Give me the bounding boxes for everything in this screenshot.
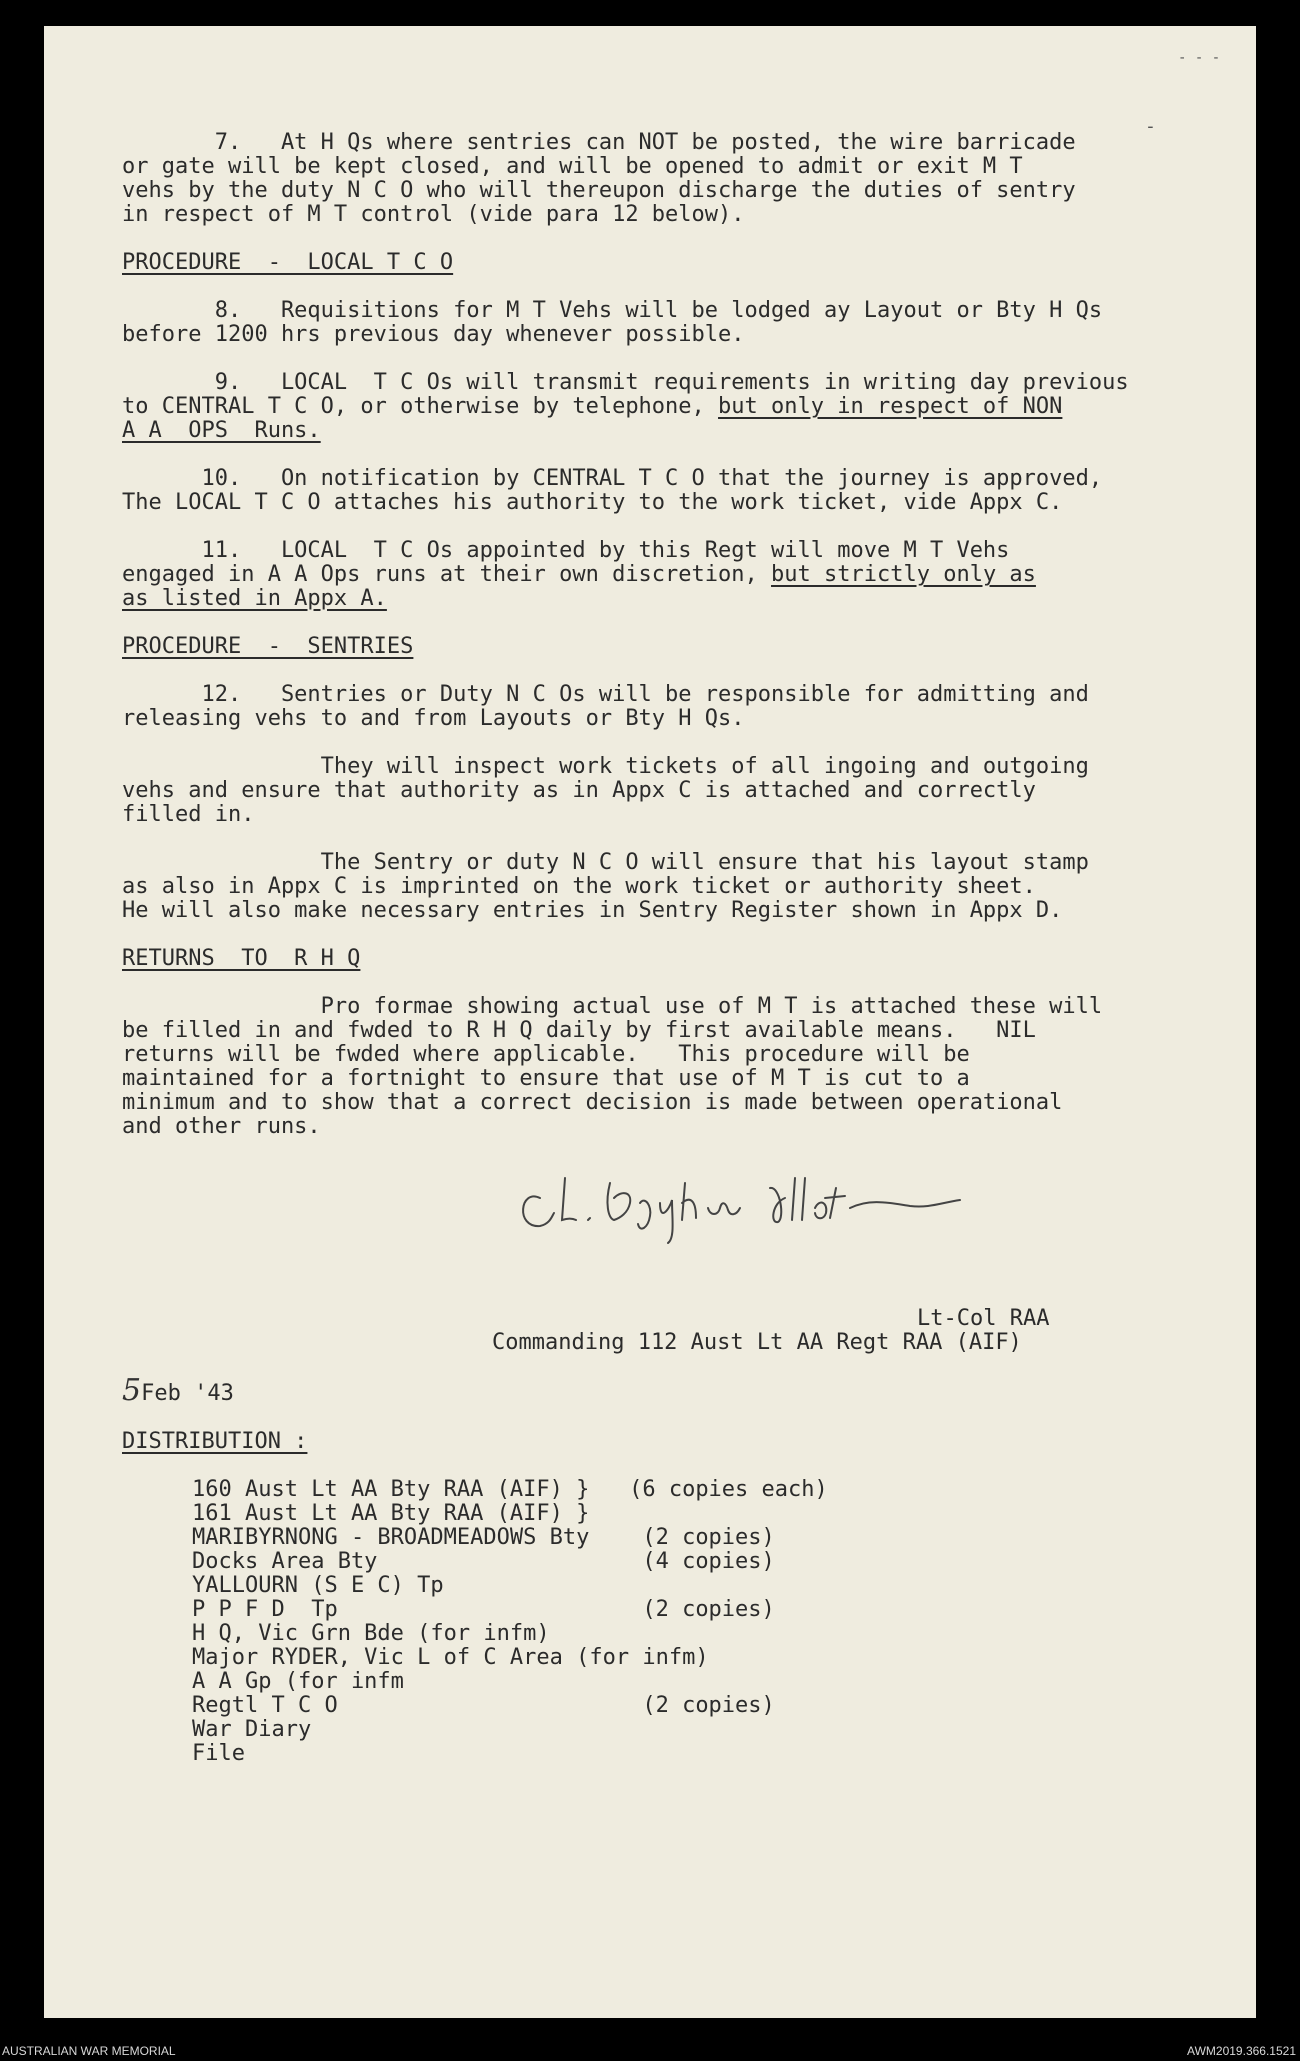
text-line: in respect of M T control (vide para 12 below). [122,202,745,227]
distribution-list [122,1478,1222,1766]
text-line: maintained for a fortnight to ensure that use of M T is cut to a [122,1066,970,1091]
margin-mark: - - - [1178,50,1221,66]
heading-procedure-local-tco: PROCEDURE - LOCAL T C O [122,250,454,275]
distribution-entry: MARIBYRNONG - BROADMEADOWS Bty (2 copies) [192,1525,775,1550]
date-month-year: Feb '43 [141,1381,234,1406]
document-date [122,1373,1222,1408]
text-line: filled in. [122,802,255,827]
text-line: before 1200 hrs previous day whenever possible. [122,322,745,347]
distribution-entry: P P F D Tp (2 copies) [192,1597,775,1622]
text-line: and other runs. [122,1114,321,1139]
text-line: returns will be fwded where applicable. This procedure will be [122,1042,970,1067]
distribution-entry: YALLOURN (S E C) Tp [192,1573,444,1598]
text-line: The Sentry or duty N C O will ensure that his layout stamp [122,850,1089,875]
archive-footer [0,2018,1300,2061]
text-line: as also in Appx C is imprinted on the work ticket or authority sheet. [122,874,1036,899]
distribution-entry: H Q, Vic Grn Bde (for infm) [192,1621,550,1646]
text-line: He will also make necessary entries in Sentry Register shown in Appx D. [122,898,1063,923]
distribution-entry: 160 Aust Lt AA Bty RAA (AIF) } (6 copies each) [192,1477,828,1502]
text-line: Pro formae showing actual use of M T is attached these will [122,994,1103,1019]
paragraph-8 [122,299,1222,347]
distribution-heading: DISTRIBUTION : [122,1429,308,1454]
paragraph-returns [122,995,1222,1139]
margin-mark: - [1145,116,1156,137]
text-line: 11. LOCAL T C Os appointed by this Regt will move M T Vehs [122,538,1010,563]
underlined-text: A A OPS Runs. [122,418,321,443]
text-line: be filled in and fwded to R H Q daily by first available means. NIL [122,1018,1036,1043]
text-line: or gate will be kept closed, and will be opened to admit or exit M T [122,154,1023,179]
text-line: minimum and to show that a correct decision is made between operational [122,1090,1063,1115]
underlined-text: but strictly only as [771,562,1036,587]
archive-reference: AWM2019.366.1521 [1187,2044,1296,2058]
heading-returns-to-rhq: RETURNS TO R H Q [122,946,361,971]
paragraph-11 [122,539,1222,611]
distribution-section [122,1430,1222,1454]
text-span: engaged in A A Ops runs at their own discretion, [122,562,772,587]
distribution-entry: War Diary [192,1717,312,1742]
date-day-handwritten: 5 [122,1373,142,1408]
paragraph-12-inspect [122,755,1222,827]
paragraph-10 [122,467,1222,515]
signatory-rank: Lt-Col RAA [917,1306,1050,1331]
text-line: vehs and ensure that authority as in Appx C is attached and correctly [122,778,1036,803]
distribution-entry: Major RYDER, Vic L of C Area (for infm) [192,1645,709,1670]
text-line: 9. LOCAL T C Os will transmit requirements in writing day previous [122,370,1129,395]
distribution-entry: Regtl T C O (2 copies) [192,1693,775,1718]
distribution-entry: Docks Area Bty (4 copies) [192,1549,775,1574]
text-line: The LOCAL T C O attaches his authority to the work ticket, vide Appx C. [122,490,1063,515]
paragraph-12 [122,683,1222,731]
text-line: releasing vehs to and from Layouts or Bty H Qs. [122,706,745,731]
distribution-entry: 161 Aust Lt AA Bty RAA (AIF) } [192,1501,590,1526]
paragraph-9 [122,371,1222,443]
signatory-unit: Commanding 112 Aust Lt AA Regt RAA (AIF) [492,1330,1022,1355]
text-span: to CENTRAL T C O, or otherwise by telephone, [122,394,719,419]
archive-credit: AUSTRALIAN WAR MEMORIAL [2,2044,176,2058]
distribution-entry: A A Gp (for infm [192,1669,404,1694]
handwritten-signature [510,1158,1070,1248]
text-line: vehs by the duty N C O who will thereupon discharge the duties of sentry [122,178,1076,203]
text-line: 8. Requisitions for M T Vehs will be lodged ay Layout or Bty H Qs [122,298,1103,323]
distribution-entry: File [192,1741,245,1766]
text-line: 10. On notification by CENTRAL T C O that the journey is approved, [122,466,1103,491]
underlined-text: but only in respect of NON [718,394,1063,419]
underlined-text: as listed in Appx A. [122,586,387,611]
text-line: 7. At H Qs where sentries can NOT be posted, the wire barricade [122,130,1076,155]
document-body [122,131,1222,1766]
paragraph-7 [122,131,1222,227]
paragraph-12-stamp [122,851,1222,923]
heading-procedure-sentries: PROCEDURE - SENTRIES [122,634,414,659]
text-line: 12. Sentries or Duty N C Os will be responsible for admitting and [122,682,1089,707]
text-line: They will inspect work tickets of all ingoing and outgoing [122,754,1089,779]
